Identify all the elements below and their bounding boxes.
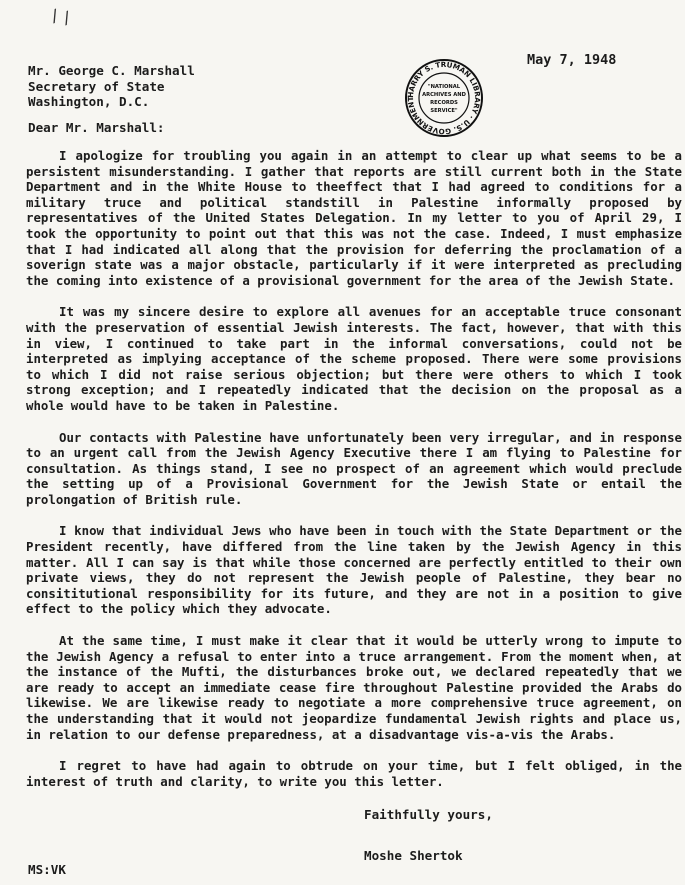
letter-date: May 7, 1948 xyxy=(527,52,617,68)
body-paragraph: At the same time, I must make it clear that it would be utterly wrong to impute to the Jewish Agency a refusal to enter into a truce arrangement. From the moment when, at the instance of the Mufti, the disturbances broke out, we declared repeatedly that we are ready to accept an immediate cease fire throughout Palestine provided the Arabs do likewise. We are likewise ready to negotiate a more comprehensive truce agreement, on the understanding that it would not jeopardize fundamental Jewish rights and place us, in relation to our defense preparedness, at a disadvantage vis-a-vis the Arabs. xyxy=(26,633,682,742)
stamp-ring-text: HARRY S. TRUMAN LIBRARY · U.S. GOVERNMENT xyxy=(405,59,483,137)
stamp-center-line: "NATIONAL xyxy=(427,84,461,90)
svg-text:HARRY S. TRUMAN LIBRARY · U.S. xyxy=(406,60,482,136)
body-paragraph: It was my sincere desire to explore all avenues for an acceptable truce consonant with the preservation of essential Jewish interests. The fact, however, that with this in view, I continued to take part in the informal conversations, could not be interpreted as implying acceptance of the scheme proposed. There were some provisions to which I did not raise serious objection; but there were others to which I took strong exception; and I repeatedly indicated that the decision on the proposal as a whole would have to be taken in Palestine. xyxy=(26,304,682,413)
stamp-center-line: RECORDS xyxy=(430,100,458,106)
complimentary-close: Faithfully yours, xyxy=(364,807,493,822)
recipient-title: Secretary of State xyxy=(28,78,165,94)
archive-stamp-icon xyxy=(404,58,484,138)
body-paragraph: I know that individual Jews who have been in touch with the State Department or the President recently, have differed from the line taken by the Jewish Agency in this matter. All I can say is that while those concerned are perfectly entitled to their own private views, they do not represent the Jewish people of Palestine, they bear no consititutional responsibility for its future, and they are not in a position to give effect to the policy which they advocate. xyxy=(26,523,682,617)
recipient-location: Washington, D.C. xyxy=(28,94,150,109)
pen-mark: / xyxy=(59,6,75,29)
recipient-address xyxy=(28,63,195,110)
recipient-name: Mr. George C. Marshall xyxy=(28,63,195,78)
reference-initials: MS:VK xyxy=(28,862,66,877)
body-paragraph: Our contacts with Palestine have unfortunately been very irregular, and in response to an urgent call from the Jewish Agency Executive there I am flying to Palestine for consultation. As things stand, I see no prospect of an agreement which would preclude the setting up of a Provisional Government for the Jewish State or entail the prolongation of British rule. xyxy=(26,429,682,507)
body-paragraph: I regret to have had again to obtrude on your time, but I felt obliged, in the interest of truth and clarity, to write you this letter. xyxy=(26,758,682,789)
pen-mark: / xyxy=(47,4,63,27)
stamp-center-line: ARCHIVES AND xyxy=(422,92,466,98)
salutation: Dear Mr. Marshall: xyxy=(28,120,165,135)
letter-body xyxy=(26,148,682,805)
stamp-center-line: SERVICE" xyxy=(430,108,458,114)
body-paragraph: I apologize for troubling you again in an attempt to clear up what seems to be a persistent misunderstanding. I gather that reports are still current both in the State Department and in the White House to theeffect that I had agreed to conditions for a military truce and political standstill in Palestine informally proposed by representatives of the United States Delegation. In my letter to you of April 29, I took the opportunity to point out that this was not the case. Indeed, I must emphasize that I had indicated all along that the provision for deferring the proclamation of a soverign state was a major obstacle, particularly if it were interpreted as precluding the coming into existence of a provisional government for the area of the Jewish State. xyxy=(26,148,682,288)
signer-name: Moshe Shertok xyxy=(364,848,463,863)
